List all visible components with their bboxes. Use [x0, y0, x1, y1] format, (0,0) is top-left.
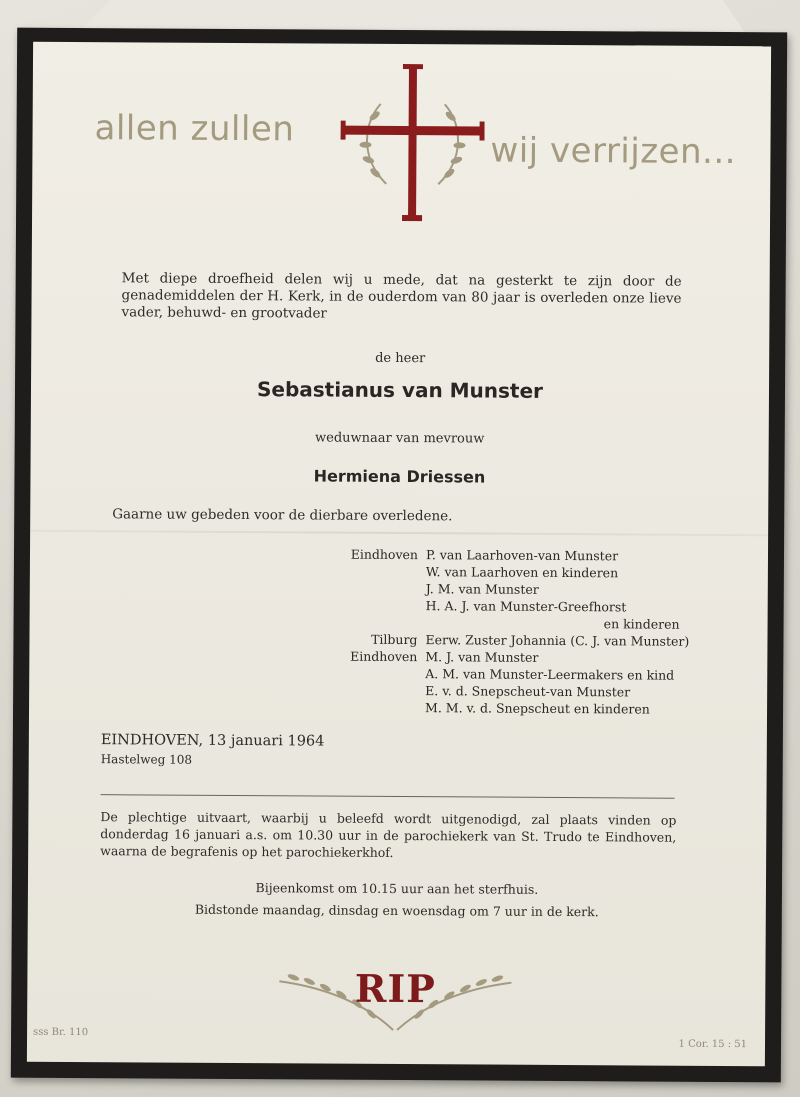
address: Hastelweg 108 [100, 752, 193, 767]
widower-note: weduwnaar van mevrouw [314, 430, 485, 447]
mourning-card [27, 42, 771, 1066]
list-item [329, 631, 690, 651]
mourner-place: Eindhoven [350, 648, 418, 665]
list-item [330, 547, 680, 566]
list-item [329, 666, 679, 685]
mourner-place [329, 683, 417, 684]
meeting-note: Bijeenkomst om 10.15 uur aan het sterfhuis. [255, 880, 539, 897]
mourner-place [330, 615, 418, 616]
mourner-name: A. M. van Munster-Leermakers en kind [425, 666, 675, 683]
spouse-name: Hermiena Driessen [313, 466, 486, 487]
dateline: EINDHOVEN, 13 januari 1964 [100, 732, 325, 750]
mourner-place [330, 598, 418, 599]
list-item [329, 700, 679, 719]
deceased-title: de heer [375, 350, 426, 367]
list-item [330, 581, 680, 600]
announcement-text: Met diepe droefheid delen wij u mede, dat na gesterkt te zijn door de genademiddelen der H. Kerk, in de ouderdom van 80 jaar is overleden onze lieve vader, behuwd- en grootvader [121, 270, 682, 322]
list-item [330, 615, 680, 634]
mourner-place: Tilburg [371, 631, 418, 648]
list-item [330, 598, 680, 617]
funeral-details: De plechtige uitvaart, waarbij u beleefd wordt uitgenodigd, zal plaats vinden op donderdag 16 januari a.s. om 10.30 uur in de parochiekerk van St. Trudo te Eindhoven, waarna de begrafenis op het parochiekerkhof. [100, 809, 677, 860]
mourner-place [330, 581, 418, 582]
mourner-name: J. M. van Munster [425, 581, 539, 597]
prayer-request: Gaarne uw gebeden voor de dierbare overledene. [112, 506, 453, 525]
printer-mark: sss Br. 110 [33, 1026, 89, 1039]
mourner-place [330, 564, 418, 565]
rip-emblem [275, 963, 515, 1044]
deceased-name: Sebastianus van Munster [256, 377, 544, 403]
mourner-name: W. van Laarhoven en kinderen [425, 564, 619, 581]
vigil-note: Bidstonde maandag, dinsdag en woensdag om 7 uur in de kerk. [194, 901, 599, 920]
bible-verse-reference: 1 Cor. 15 : 51 [678, 1038, 748, 1051]
mourner-place [329, 666, 417, 667]
list-item [330, 564, 680, 583]
mourner-place: Eindhoven [350, 546, 419, 563]
paper-fold-line [30, 530, 768, 537]
mourner-name: M. M. v. d. Snepscheut en kinderen [425, 700, 650, 717]
motto-left: allen zullen [94, 108, 295, 150]
mourner-name: Eerw. Zuster Johannia (C. J. van Munster) [425, 632, 690, 649]
mourner-name: en kinderen [603, 616, 680, 632]
rip-text: RIP [354, 965, 436, 1012]
mourner-name: P. van Laarhoven-van Munster [425, 547, 619, 564]
list-item [329, 649, 679, 668]
cross-wreath-icon [340, 64, 485, 223]
motto-right: wij verrijzen... [490, 130, 737, 173]
mourner-name: M. J. van Munster [425, 649, 539, 665]
list-item [329, 683, 679, 702]
mourner-place [329, 700, 417, 701]
divider [101, 794, 675, 799]
mourner-name: E. v. d. Snepscheut-van Munster [425, 683, 631, 700]
mourner-name: H. A. J. van Munster-Greefhorst [425, 598, 627, 615]
mourners-list [329, 546, 690, 719]
